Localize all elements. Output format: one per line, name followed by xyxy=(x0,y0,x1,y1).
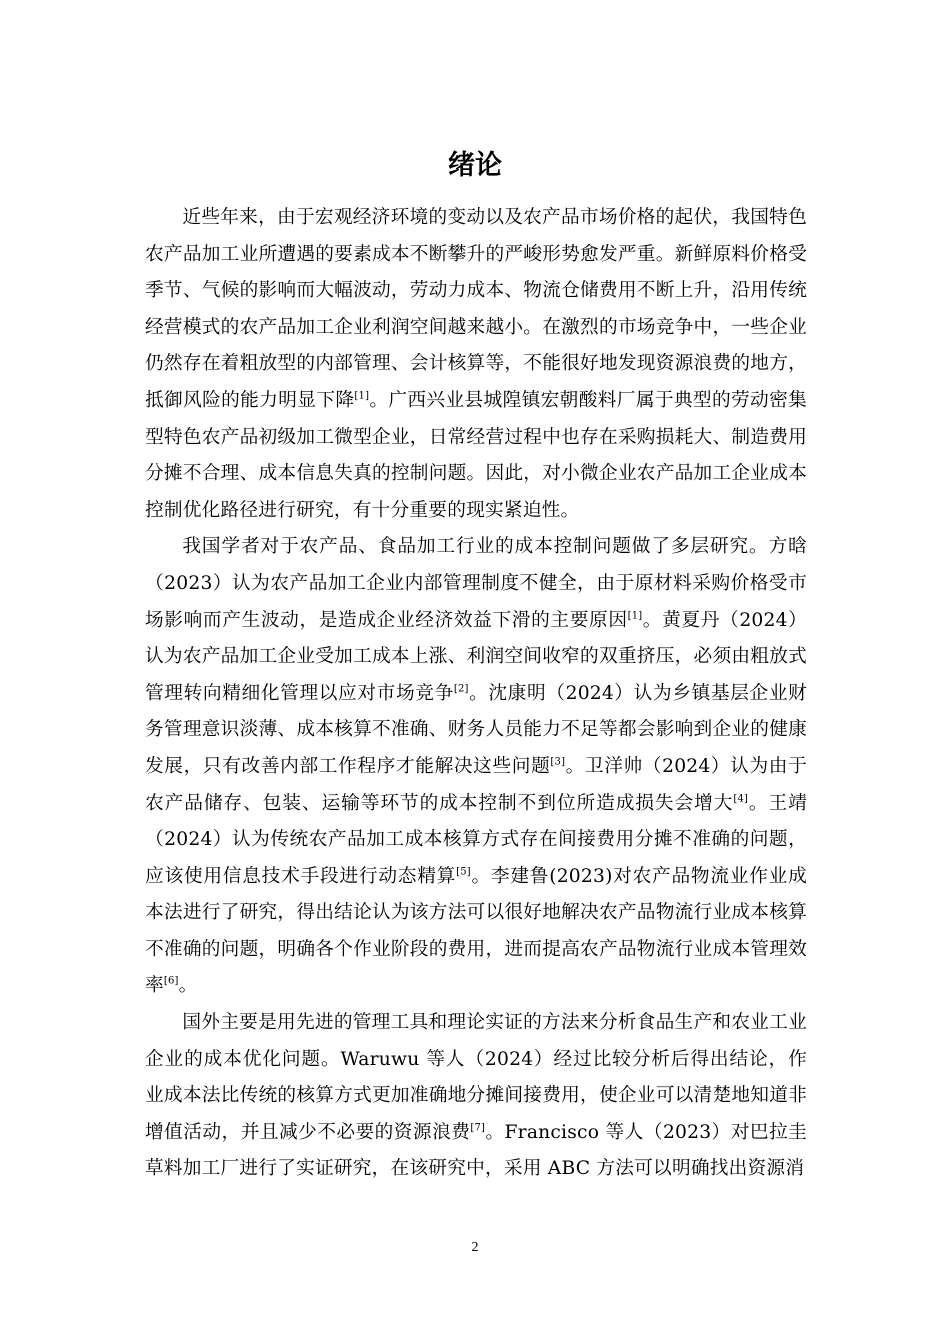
citation-ref: [5] xyxy=(456,866,471,878)
text-run: 。李建鲁(2023)对农产品物流业作业成本法进行了研究，得出结论认为该方法可以很好地解决农产品物流行业成本核算不准确的问题，明确各个作业阶段的费用，进而提高农产品物流行业成本管理效率 xyxy=(145,865,808,997)
text-run: 近些年来，由于宏观经济环境的变动以及农产品市场价格的起伏，我国特色农产品加工业所遭遇的要素成本不断攀升的严峻形势愈发严重。新鲜原料价格受季节、气候的影响而大幅波动，劳动力成本、物流仓储费用不断上升，沿用传统经营模式的农产品加工企业利润空间越来越小。在激烈的市场竞争中，一些企业仍然存在着粗放型的内部管理、会计核算等，不能很好地发现资源浪费的地方，抵御风险的能力明显下降 xyxy=(145,207,807,411)
text-run: 。 xyxy=(178,975,198,997)
text-run: 。黄夏丹（2024）认为农产品加工企业受加工成本上涨、利润空间收窄的双重挤压，必须由粗放式管理转向精细化管理以应对市场竞争 xyxy=(145,609,807,704)
citation-ref: [7] xyxy=(470,1122,486,1134)
citation-ref: [1] xyxy=(354,390,370,402)
citation-ref: [4] xyxy=(733,793,749,804)
text-run: 。广西兴业县城隍镇宏朝酸料厂属于典型的劳动密集型特色农产品初级加工微型企业，日常经营过程中也存在采购损耗大、制造费用分摊不合理、成本信息失真的控制问题。因此，对小微企业农产品加工企业成本控制优化路径进行研究，有十分重要的现实紧迫性。 xyxy=(145,389,807,521)
citation-ref: [3] xyxy=(550,756,566,768)
text-run: 。王靖（2024）认为传统农产品加工成本核算方式存在间接费用分摊不准确的问题，应该使用信息技术手段进行动态精算 xyxy=(145,792,807,887)
text-run: 。卫洋帅（2024）认为由于农产品储存、包装、运输等环节的成本控制不到位所造成损失会增大 xyxy=(145,755,807,814)
paragraph-1 xyxy=(145,200,807,529)
citation-ref: [2] xyxy=(453,683,469,695)
paragraph-3 xyxy=(145,1005,807,1188)
body-text xyxy=(145,200,807,1188)
citation-ref: [1] xyxy=(627,610,643,622)
text-run: 。沈康明（2024）认为乡镇基层企业财务管理意识淡薄、成本核算不准确、财务人员能力不足等都会影响到企业的健康发展，只有改善内部工作程序才能解决这些问题 xyxy=(145,682,808,777)
page-title: 绪论 xyxy=(448,150,502,181)
text-run: 。Francisco 等人（2023）对巴拉圭草料加工厂进行了实证研究，在该研究中，采用 ABC 方法可以明确找出资源消 xyxy=(145,1121,807,1180)
citation-ref: [6] xyxy=(163,975,179,987)
paragraph-2 xyxy=(145,529,807,1005)
text-run: 我国学者对于农产品、食品加工行业的成本控制问题做了多层研究。方晗（2023）认为农产品加工企业内部管理制度不健全，由于原材料采购价格受市场影响而产生波动，是造成企业经济效益下滑的主要原因 xyxy=(145,536,807,631)
text-run: 国外主要是用先进的管理工具和理论实证的方法来分析食品生产和农业工业企业的成本优化问题。Waruwu 等人（2024）经过比较分析后得出结论，作业成本法比传统的核算方式更加准确地分摊间接费用，使企业可以清楚地知道非增值活动，并且减少不必要的资源浪费 xyxy=(145,1012,807,1143)
page-number: 2 xyxy=(471,1240,479,1255)
